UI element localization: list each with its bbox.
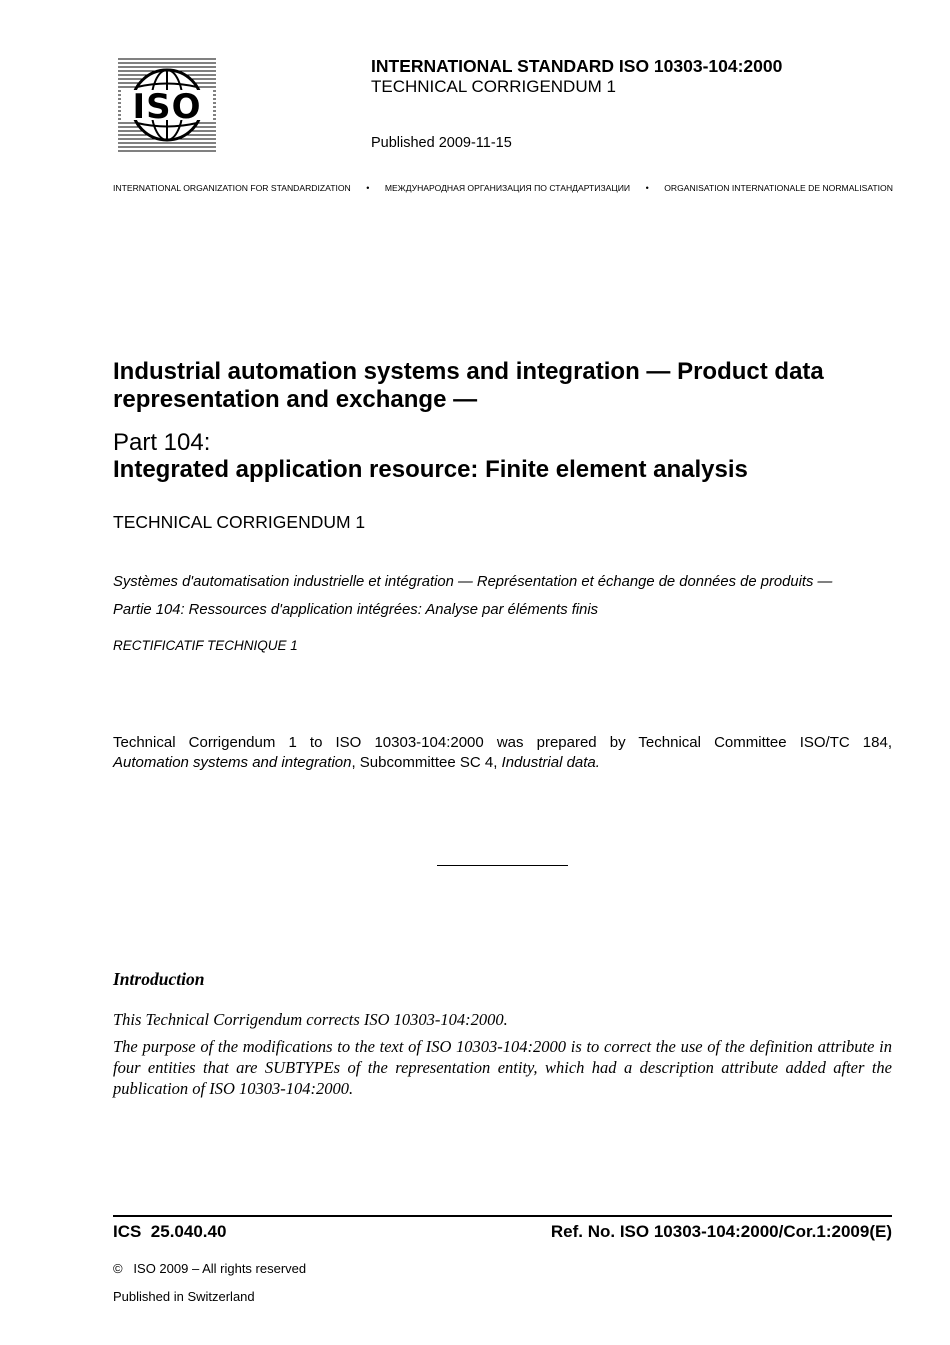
publication-date: Published 2009-11-15 — [371, 135, 512, 151]
corrigendum-label: TECHNICAL CORRIGENDUM 1 — [113, 512, 366, 532]
french-title: Systèmes d'automatisation industrielle et intégration — Représentation et échange de données de produits — — [113, 574, 833, 590]
introduction-paragraph: This Technical Corrigendum corrects ISO 10303-104:2000. — [113, 1010, 508, 1029]
published-in: Published in Switzerland — [113, 1289, 255, 1304]
org-name-fr: ORGANISATION INTERNATIONALE DE NORMALISATION — [664, 183, 893, 193]
org-name-ru: МЕЖДУНАРОДНАЯ ОРГАНИЗАЦИЯ ПО СТАНДАРТИЗАЦИИ — [384, 183, 631, 193]
introduction-heading: Introduction — [113, 969, 205, 989]
committee-name: Automation systems and integration — [113, 753, 352, 771]
reference-number: Ref. No. ISO 10303-104:2000/Cor.1:2009(E) — [550, 1222, 892, 1241]
section-divider — [437, 865, 568, 866]
standard-designation: INTERNATIONAL STANDARD ISO 10303-104:2000 — [371, 56, 783, 76]
french-corrigendum-label: RECTIFICATIF TECHNIQUE 1 — [113, 638, 298, 653]
org-separator: • — [366, 183, 370, 193]
ics-code: ICS 25.040.40 — [113, 1222, 227, 1241]
preparation-line: Technical Corrigendum 1 to ISO 10303-104:2000 was prepared by Technical Committee ISO/TC 184, — [113, 734, 892, 751]
introduction-paragraph: The purpose of the modifications to the text of ISO 10303-104:2000 is to correct the use of the definition attribute in four entities that are SUBTYPEs of the representation entity, which had a description attribute added after the publication of ISO 10303-104:2000. — [113, 1037, 892, 1098]
footer-rule — [113, 1215, 892, 1217]
corrigendum-designation: TECHNICAL CORRIGENDUM 1 — [371, 77, 616, 96]
french-part-title: Partie 104: Ressources d'application intégrées: Analyse par éléments finis — [113, 602, 599, 618]
part-number: Part 104: — [113, 429, 211, 456]
copyright-notice: © ISO 2009 – All rights reserved — [113, 1261, 307, 1276]
logo-wordmark: ISO — [132, 87, 202, 127]
preparation-statement — [113, 733, 892, 772]
document-title: Industrial automation systems and integration — Product data representation and exchange — — [113, 358, 824, 413]
org-separator: • — [645, 183, 649, 193]
subcommittee-name: Industrial data. — [501, 753, 600, 771]
iso-logo — [118, 58, 216, 152]
part-title: Integrated application resource: Finite element analysis — [113, 456, 748, 483]
organisation-names — [113, 183, 893, 193]
preparation-mid: , Subcommittee SC 4, — [351, 753, 502, 771]
org-name-en: INTERNATIONAL ORGANIZATION FOR STANDARDIZATION — [113, 183, 351, 193]
